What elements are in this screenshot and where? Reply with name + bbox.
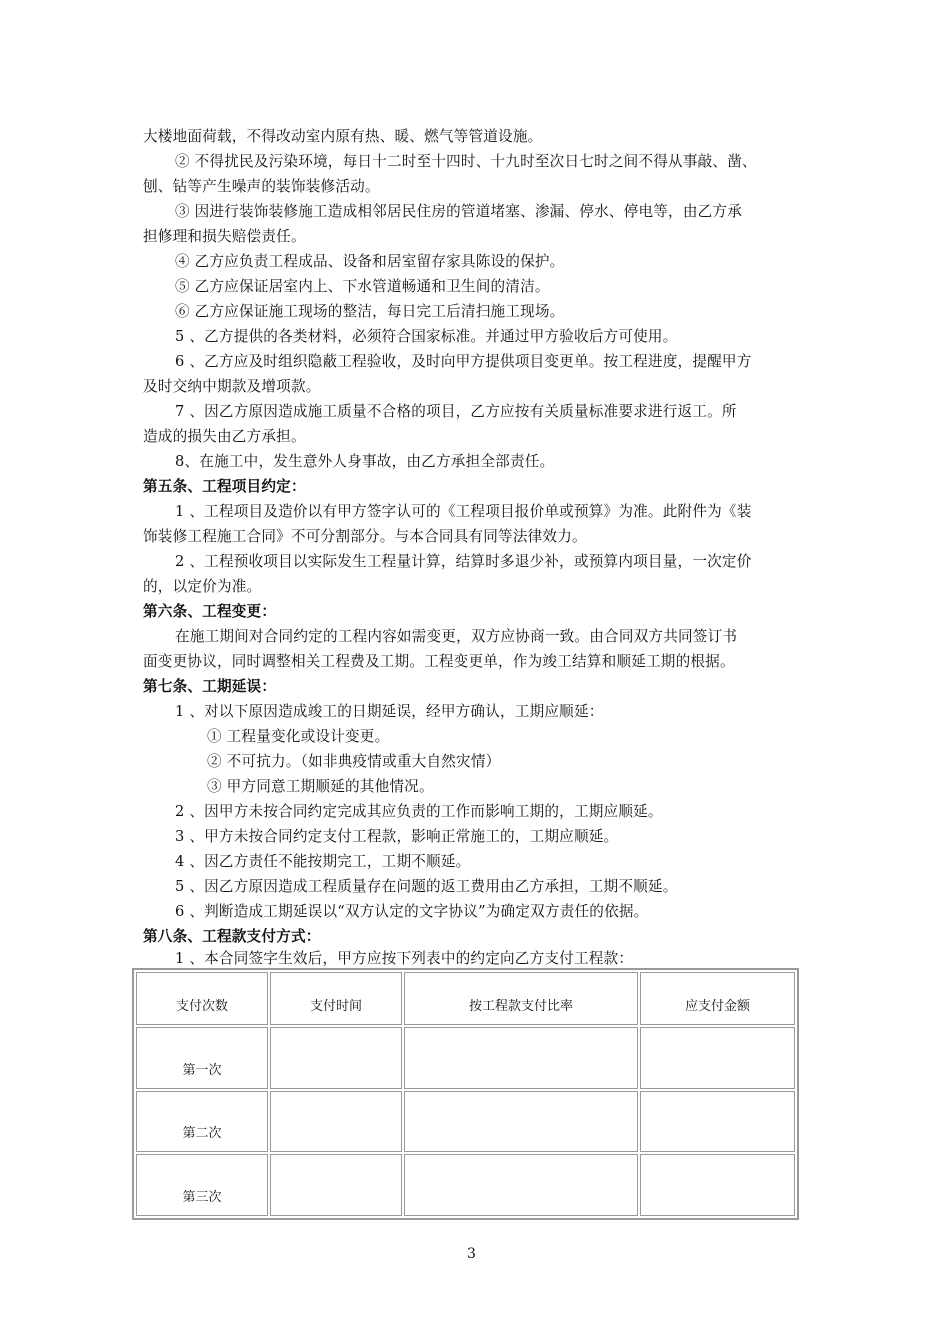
text-line: 造成的损失由乙方承担。 — [143, 428, 306, 445]
text-line: 7 、因乙方原因造成施工质量不合格的项目，乙方应按有关质量标准要求进行返工。所 — [175, 403, 737, 420]
table-header-row — [136, 972, 795, 1025]
table-row — [136, 1091, 795, 1153]
payment-table — [132, 968, 799, 1220]
table-cell: 第一次 — [136, 1027, 268, 1089]
text-line: 3 、甲方未按合同约定支付工程款，影响正常施工的，工期应顺延。 — [175, 828, 619, 845]
table-header-cell: 支付次数 — [136, 972, 268, 1025]
text-line: ② 不可抗力。（如非典疫情或重大自然灾情） — [207, 753, 501, 770]
text-line: 6 、判断造成工期延误以“双方认定的文字协议”为确定双方责任的依据。 — [175, 903, 649, 920]
text-line: 面变更协议，同时调整相关工程费及工期。工程变更单，作为竣工结算和顺延工期的根据。 — [143, 653, 735, 670]
text-line: 5 、因乙方原因造成工程质量存在问题的返工费用由乙方承担，工期不顺延。 — [175, 878, 678, 895]
text-line: ④ 乙方应负责工程成品、设备和居室留存家具陈设的保护。 — [175, 253, 565, 270]
table-header-cell: 支付时间 — [270, 972, 402, 1025]
page-number: 3 — [467, 1246, 476, 1262]
table-cell — [404, 1154, 638, 1216]
text-line: 大楼地面荷载，不得改动室内原有热、暖、燃气等管道设施。 — [143, 128, 543, 145]
table-cell — [640, 1154, 795, 1216]
text-line: 饰装修工程施工合同》不可分割部分。与本合同具有同等法律效力。 — [143, 528, 587, 545]
text-line: 2 、工程预收项目以实际发生工程量计算，结算时多退少补，或预算内项目量，一次定价 — [175, 553, 752, 570]
text-line: 5 、乙方提供的各类材料，必须符合国家标准。并通过甲方验收后方可使用。 — [175, 328, 678, 345]
text-line: 6 、乙方应及时组织隐蔽工程验收，及时向甲方提供项目变更单。按工程进度，提醒甲方 — [175, 353, 752, 370]
table-cell — [270, 1154, 402, 1216]
table-header-cell: 按工程款支付比率 — [404, 972, 638, 1025]
section-heading-5: 第五条、工程项目约定： — [143, 478, 306, 495]
text-line: 及时交纳中期款及增项款。 — [143, 378, 321, 395]
table-row — [136, 1027, 795, 1089]
text-line: 4 、因乙方责任不能按期完工，工期不顺延。 — [175, 853, 471, 870]
text-line: 8、在施工中，发生意外人身事故，由乙方承担全部责任。 — [175, 453, 555, 470]
table-cell — [270, 1091, 402, 1153]
text-line: ① 工程量变化或设计变更。 — [207, 728, 390, 745]
table-cell — [270, 1027, 402, 1089]
text-line: ⑤ 乙方应保证居室内上、下水管道畅通和卫生间的清洁。 — [175, 278, 550, 295]
text-line: 刨、钻等产生噪声的装饰装修活动。 — [143, 178, 380, 195]
text-line: 在施工期间对合同约定的工程内容如需变更，双方应协商一致。由合同双方共同签订书 — [175, 628, 738, 645]
table-cell: 第二次 — [136, 1091, 268, 1153]
table-cell — [404, 1027, 638, 1089]
text-line: 2 、因甲方未按合同约定完成其应负责的工作而影响工期的，工期应顺延。 — [175, 803, 663, 820]
text-line: ⑥ 乙方应保证施工现场的整洁，每日完工后清扫施工现场。 — [175, 303, 565, 320]
text-line: 的，以定价为准。 — [143, 578, 262, 595]
section-heading-8: 第八条、工程款支付方式： — [143, 928, 321, 945]
text-line: 1 、本合同签字生效后，甲方应按下列表中的约定向乙方支付工程款： — [175, 950, 634, 967]
text-line: ③ 因进行装饰装修施工造成相邻居民住房的管道堵塞、渗漏、停水、停电等，由乙方承 — [175, 203, 743, 220]
text-line: ② 不得扰民及污染环境，每日十二时至十四时、十九时至次日七时之间不得从事敲、凿、 — [175, 153, 757, 170]
section-heading-6: 第六条、工程变更： — [143, 603, 277, 620]
text-line: 1 、对以下原因造成竣工的日期延误，经甲方确认，工期应顺延： — [175, 703, 604, 720]
table-cell — [640, 1091, 795, 1153]
table-header-cell: 应支付金额 — [640, 972, 795, 1025]
section-heading-7: 第七条、工期延误： — [143, 678, 277, 695]
table-row — [136, 1154, 795, 1216]
table-cell: 第三次 — [136, 1154, 268, 1216]
text-line: ③ 甲方同意工期顺延的其他情况。 — [207, 778, 434, 795]
text-line: 担修理和损失赔偿责任。 — [143, 228, 306, 245]
table-cell — [404, 1091, 638, 1153]
table-cell — [640, 1027, 795, 1089]
text-line: 1 、工程项目及造价以有甲方签字认可的《工程项目报价单或预算》为准。此附件为《装 — [175, 503, 752, 520]
